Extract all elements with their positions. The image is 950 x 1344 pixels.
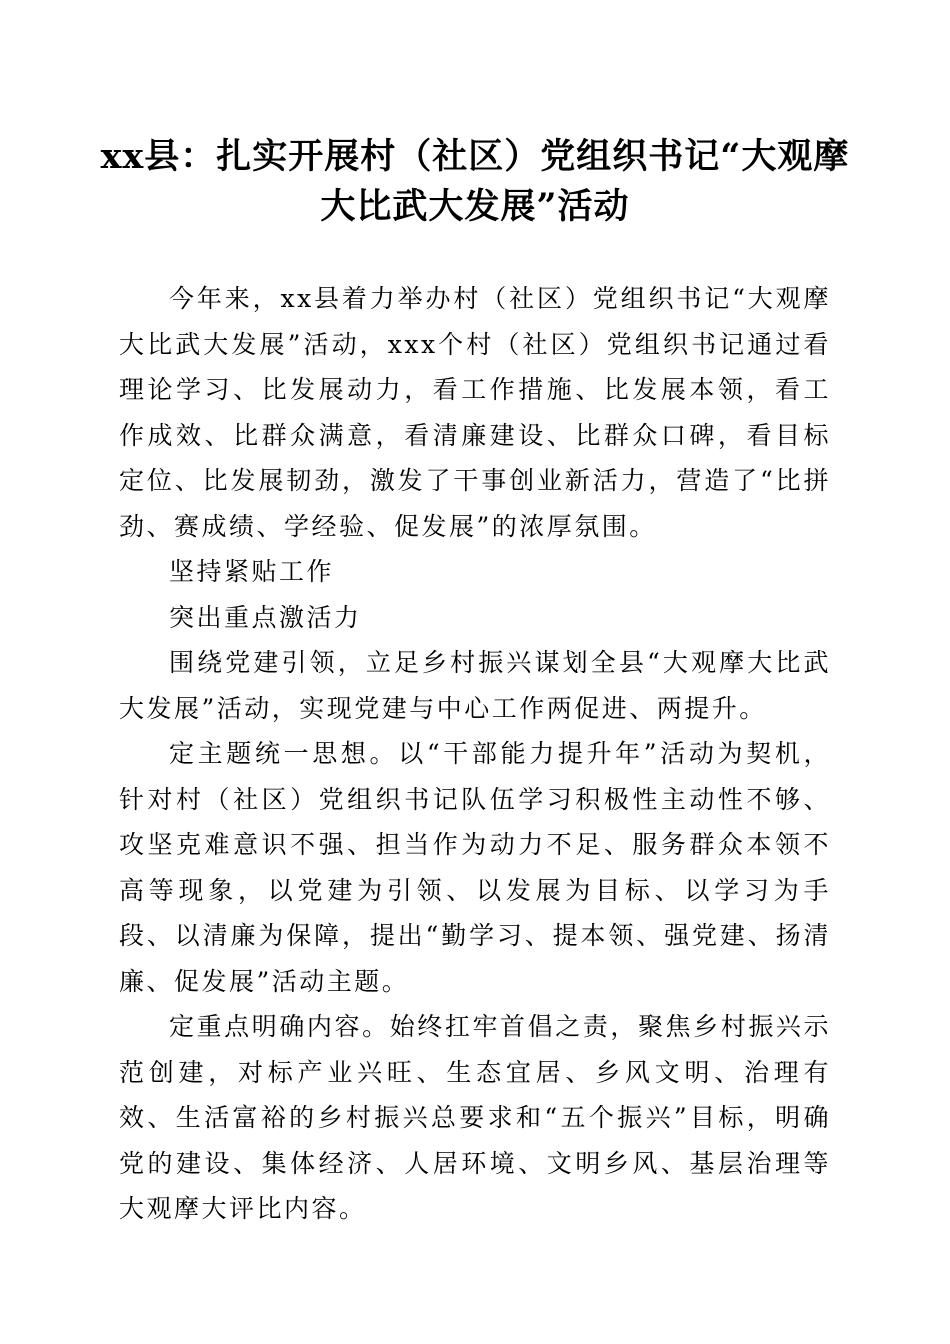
document-title: xx县：扎实开展村（社区）党组织书记“大观摩大比武大发展”活动: [100, 136, 850, 227]
paragraph-content: 定重点明确内容。始终扛牢首倡之责，聚焦乡村振兴示范创建，对标产业兴旺、生态宜居、乡风文明、治理有效、生活富裕的乡村振兴总要求和“五个振兴”目标，明确党的建设、集体经济、人居环境、文明乡风、基层治理等大观摩大评比内容。: [119, 1012, 831, 1223]
paragraph-theme: 定主题统一思想。以“干部能力提升年”活动为契机，针对村（社区）党组织书记队伍学习积极性主动性不够、攻坚克难意识不强、担当作为动力不足、服务群众本领不高等现象，以党建为引领、以发展为目标、以学习为手段、以清廉为保障，提出“勤学习、提本领、强党建、扬清廉、促发展”活动主题。: [119, 739, 831, 996]
paragraph-intro: 今年来，xx县着力举办村（社区）党组织书记“大观摩大比武大发展”活动，xxx个村（社区）党组织书记通过看理论学习、比发展动力，看工作措施、比发展本领，看工作成效、比群众满意，看清廉建设、比群众口碑，看目标定位、比发展韧劲，激发了干事创业新活力，营造了“比拼劲、赛成绩、学经验、促发展”的浓厚氛围。: [119, 284, 831, 541]
paragraph-section-lead: 围绕党建引领，立足乡村振兴谋划全县“大观摩大比武大发展”活动，实现党建与中心工作两促进、两提升。: [119, 648, 831, 723]
document-body: [119, 276, 831, 1232]
section-heading-1: 坚持紧贴工作: [169, 557, 335, 586]
section-heading-2: 突出重点激活力: [169, 602, 362, 632]
